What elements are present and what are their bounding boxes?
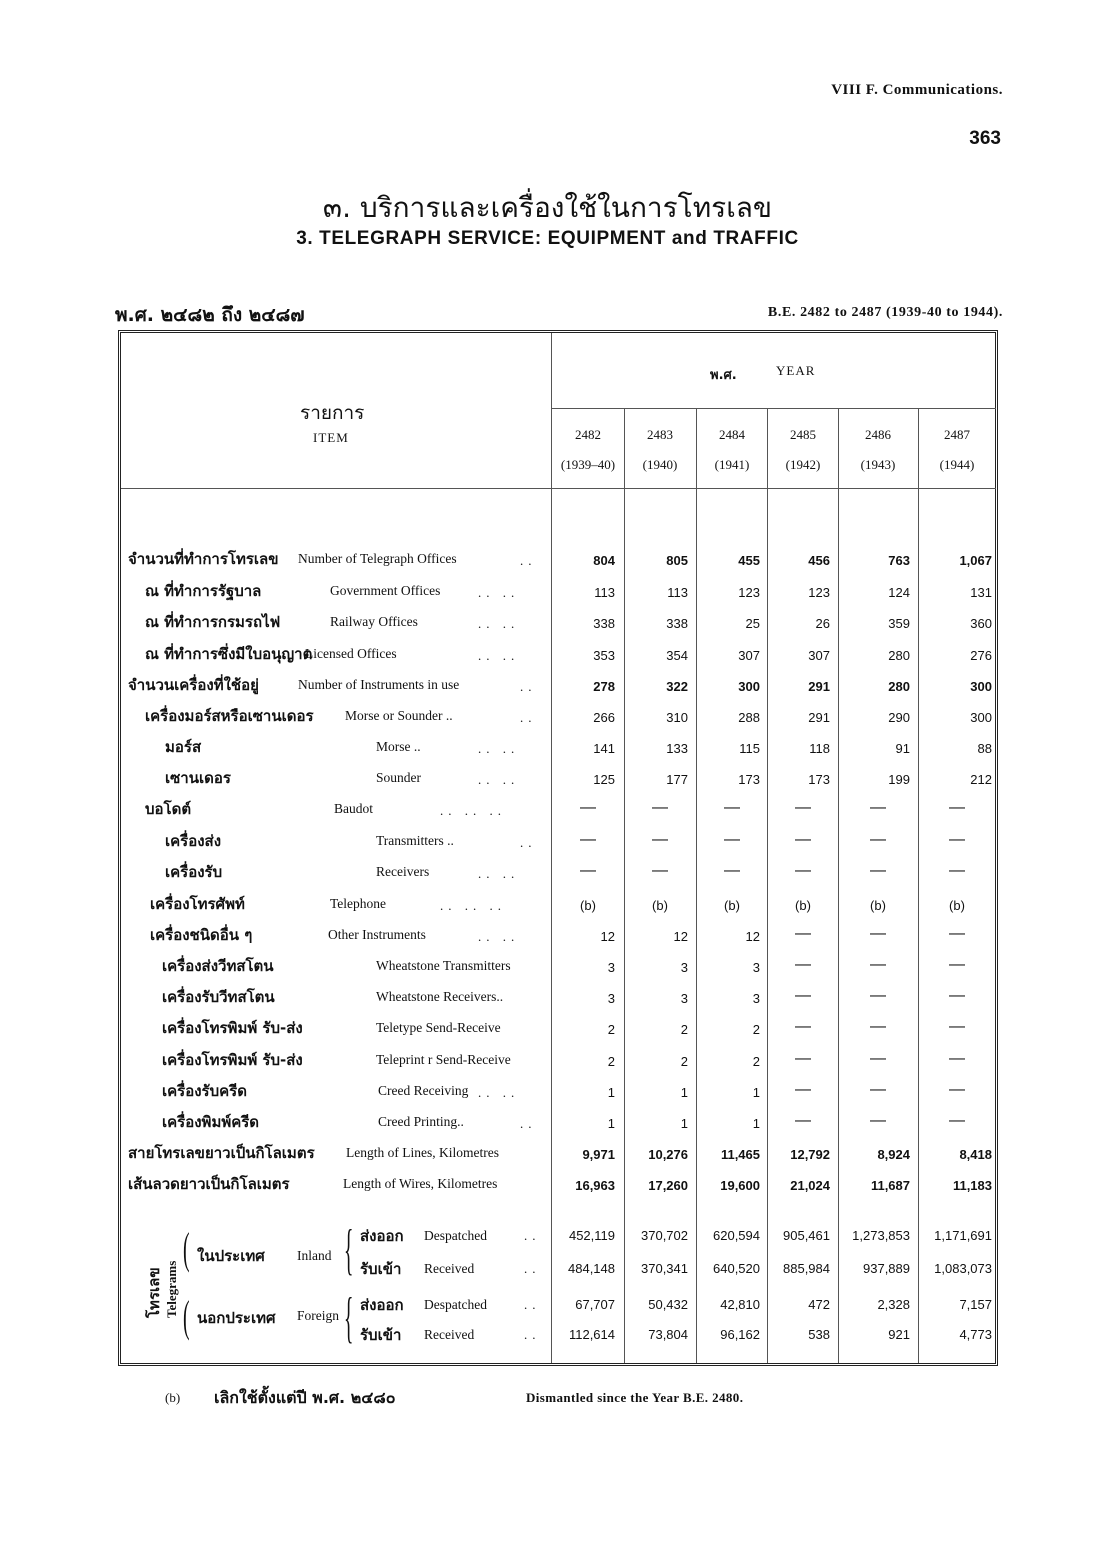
leader-dots: .. xyxy=(520,710,537,725)
table-cell: — xyxy=(949,1081,965,1098)
inland-brace: { xyxy=(344,1219,354,1281)
table-cell: — xyxy=(870,925,886,942)
table-cell: — xyxy=(870,956,886,973)
row-label-thai: เครื่องรับครีด xyxy=(162,1082,247,1100)
page-number: 363 xyxy=(969,128,1001,149)
row-label-thai: เครื่องโทรพิมพ์ รับ-ส่ง xyxy=(162,1019,303,1037)
table-cell: 1,171,691 xyxy=(934,1228,992,1243)
table-cell: 905,461 xyxy=(783,1228,830,1243)
telegram-row-thai: รับเข้า xyxy=(360,1260,402,1278)
row-label-thai: เครื่องชนิดอื่น ๆ xyxy=(150,926,253,944)
table-cell: 359 xyxy=(888,616,910,631)
table-cell: — xyxy=(795,831,811,848)
table-cell: 288 xyxy=(738,710,760,725)
year-header-be: 2487 xyxy=(944,427,970,442)
year-header-thai: พ.ศ. xyxy=(710,368,737,383)
table-cell: 307 xyxy=(808,648,830,663)
table-cell: 2 xyxy=(607,1022,615,1037)
table-cell: 3 xyxy=(752,991,760,1006)
table-cell: (b) xyxy=(949,898,965,913)
title-thai: ๓. บริการและเครื่องใช้ในการโทรเลข xyxy=(322,191,773,224)
table-cell: 7,157 xyxy=(959,1297,992,1312)
table-cell: — xyxy=(795,862,811,879)
leader-dots: .. .. xyxy=(478,772,520,787)
table-cell: 10,276 xyxy=(648,1147,688,1162)
table-cell: 124 xyxy=(888,585,910,600)
table-cell: 96,162 xyxy=(720,1327,760,1342)
row-label-thai: สายโทรเลขยาวเป็นกิโลเมตร xyxy=(128,1144,315,1162)
table-cell: 322 xyxy=(666,679,688,694)
table-cell: 118 xyxy=(809,741,830,756)
table-cell: 1 xyxy=(752,1116,760,1131)
table-cell: 212 xyxy=(970,772,992,787)
table-cell: 276 xyxy=(970,648,992,663)
table-cell: — xyxy=(870,1050,886,1067)
table-cell: (b) xyxy=(580,898,596,913)
row-label-thai: บอโดต์ xyxy=(145,800,192,818)
footnote-mark: (b) xyxy=(165,1390,181,1405)
leader-dots: .. .. xyxy=(478,585,520,600)
foreign-thai: นอกประเทศ xyxy=(197,1309,276,1327)
telegram-row-thai: รับเข้า xyxy=(360,1326,402,1344)
table-cell: 763 xyxy=(888,553,910,568)
table-cell: 2 xyxy=(680,1054,688,1069)
table-cell: — xyxy=(949,799,965,816)
row-label-english: Sounder xyxy=(376,770,421,785)
table-cell: 125 xyxy=(593,772,615,787)
item-header-english: ITEM xyxy=(313,430,349,445)
leader-dots: .. xyxy=(520,1116,537,1131)
year-header-ce: (1943) xyxy=(860,457,896,472)
table-cell: 291 xyxy=(808,679,830,694)
telegrams-inland-brace: ( xyxy=(183,1224,190,1273)
telegram-row-thai: ส่งออก xyxy=(360,1227,404,1245)
year-header-be: 2484 xyxy=(719,427,745,442)
leader-dots: .. .. xyxy=(478,616,520,631)
table-cell: 50,432 xyxy=(648,1297,688,1312)
table-cell: 112,614 xyxy=(568,1327,615,1342)
table-cell: 338 xyxy=(593,616,615,631)
leader-dots: .. xyxy=(524,1297,541,1312)
table-cell: 11,687 xyxy=(870,1178,910,1193)
telegrams-foreign-brace: ( xyxy=(183,1292,190,1341)
leader-dots: .. .. xyxy=(478,741,520,756)
row-label-english: Creed Printing.. xyxy=(378,1114,464,1129)
year-header-be: 2482 xyxy=(575,427,601,442)
table-cell: (b) xyxy=(652,898,668,913)
table-cell: — xyxy=(949,862,965,879)
telegrams-side-thai: โทรเลข xyxy=(145,1267,163,1318)
table-cell: 2 xyxy=(680,1022,688,1037)
row-label-thai: เครื่องพิมพ์ครีด xyxy=(162,1113,260,1131)
table-cell: — xyxy=(949,987,965,1004)
table-cell: 12 xyxy=(673,929,688,944)
table-cell: 885,984 xyxy=(783,1261,830,1276)
table-cell: 16,963 xyxy=(575,1178,615,1193)
table-cell: — xyxy=(870,987,886,1004)
period-english: B.E. 2482 to 2487 (1939-40 to 1944). xyxy=(767,305,1003,320)
table-cell: 113 xyxy=(667,585,688,600)
inland-english: Inland xyxy=(297,1248,332,1263)
table-cell: 21,024 xyxy=(790,1178,830,1193)
row-label-english: Wheatstone Transmitters xyxy=(376,958,511,973)
row-label-english: Number of Telegraph Offices xyxy=(298,551,457,566)
table-cell: — xyxy=(949,1112,965,1129)
row-label-thai: ณ ที่ทำการกรมรถไฟ xyxy=(145,613,281,631)
table-cell: 1,067 xyxy=(959,553,992,568)
row-label-english: Licensed Offices xyxy=(305,646,397,661)
row-label-english: Baudot xyxy=(334,801,373,816)
leader-dots: .. xyxy=(524,1261,541,1276)
table-cell: 1 xyxy=(607,1085,615,1100)
table-cell: 2 xyxy=(607,1054,615,1069)
row-label-english: Morse or Sounder .. xyxy=(345,708,453,723)
table-cell: 4,773 xyxy=(959,1327,992,1342)
row-label-english: Creed Receiving xyxy=(378,1083,469,1098)
footnote-thai: เลิกใช้ตั้งแต่ปี พ.ศ. ๒๔๘๐ xyxy=(214,1388,396,1407)
table-cell: (b) xyxy=(724,898,740,913)
table-cell: 123 xyxy=(738,585,760,600)
row-label-thai: เครื่องรับวีทสโตน xyxy=(162,988,275,1006)
table-cell: 9,971 xyxy=(582,1147,615,1162)
leader-dots: .. .. xyxy=(478,866,520,881)
table-cell: — xyxy=(795,987,811,1004)
table-cell: 11,465 xyxy=(720,1147,760,1162)
table-cell: 177 xyxy=(666,772,688,787)
table-cell: — xyxy=(580,831,596,848)
table-cell: 640,520 xyxy=(713,1261,760,1276)
row-label-english: Other Instruments xyxy=(328,927,426,942)
table-cell: 921 xyxy=(888,1327,910,1342)
table-cell: — xyxy=(795,1018,811,1035)
leader-dots: .. xyxy=(520,553,537,568)
table-cell: 472 xyxy=(808,1297,830,1312)
table-cell: 3 xyxy=(680,960,688,975)
table-cell: — xyxy=(795,1050,811,1067)
table-cell: 8,418 xyxy=(959,1147,992,1162)
table-cell: — xyxy=(652,799,668,816)
table-cell: 300 xyxy=(970,710,992,725)
row-label-english: Telephone xyxy=(330,896,387,911)
row-label-english: Teletype Send-Receive xyxy=(376,1020,501,1035)
table-cell: 12,792 xyxy=(790,1147,830,1162)
table-cell: 291 xyxy=(808,710,830,725)
row-label-thai: มอร์ส xyxy=(165,738,202,756)
row-label-thai: เครื่องส่งวีทสโตน xyxy=(162,957,274,975)
table-cell: 12 xyxy=(745,929,760,944)
table-cell: 141 xyxy=(593,741,615,756)
table-cell: 484,148 xyxy=(568,1261,615,1276)
leader-dots: .. .. xyxy=(478,1085,520,1100)
table-cell: 25 xyxy=(745,616,760,631)
year-header-be: 2483 xyxy=(647,427,673,442)
row-label-thai: ณ ที่ทำการซึ่งมีใบอนุญาต xyxy=(145,645,313,663)
table-cell: (b) xyxy=(870,898,886,913)
foreign-english: Foreign xyxy=(297,1308,339,1323)
table-cell: 123 xyxy=(808,585,830,600)
row-label-english: Length of Wires, Kilometres xyxy=(343,1176,498,1191)
table-cell: 452,119 xyxy=(568,1228,615,1243)
table-cell: 26 xyxy=(815,616,830,631)
row-label-thai: เครื่องโทรพิมพ์ รับ-ส่ง xyxy=(162,1051,303,1069)
table-cell: — xyxy=(949,1018,965,1035)
table-cell: 2,328 xyxy=(877,1297,910,1312)
table-cell: 173 xyxy=(808,772,830,787)
table-cell: 280 xyxy=(888,679,910,694)
table-cell: 360 xyxy=(970,616,992,631)
table-cell: 131 xyxy=(970,585,992,600)
table-cell: 278 xyxy=(593,679,615,694)
table-cell: — xyxy=(652,831,668,848)
table-cell: 133 xyxy=(666,741,688,756)
table-cell: (b) xyxy=(795,898,811,913)
table-cell: 310 xyxy=(666,710,688,725)
row-label-english: Length of Lines, Kilometres xyxy=(346,1145,499,1160)
year-header-ce: (1939–40) xyxy=(560,457,616,472)
header-bottom-rule xyxy=(121,488,996,489)
table-cell: 12 xyxy=(600,929,615,944)
table-cell: 937,889 xyxy=(863,1261,910,1276)
row-label-thai: จำนวนเครื่องที่ใช้อยู่ xyxy=(128,676,259,694)
table-cell: — xyxy=(949,925,965,942)
table-cell: 1,273,853 xyxy=(852,1228,910,1243)
table-cell: 91 xyxy=(895,741,910,756)
table-cell: 42,810 xyxy=(720,1297,760,1312)
leader-dots: .. xyxy=(524,1327,541,1342)
row-label-thai: ณ ที่ทำการรัฐบาล xyxy=(145,582,262,600)
table-cell: — xyxy=(795,1081,811,1098)
row-label-english: Teleprint r Send-Receive xyxy=(376,1052,511,1067)
table-cell: 1 xyxy=(752,1085,760,1100)
year-header-be: 2485 xyxy=(790,427,816,442)
table-cell: 3 xyxy=(607,960,615,975)
table-cell: 1 xyxy=(607,1116,615,1131)
row-label-english: Morse .. xyxy=(376,739,421,754)
telegram-row-thai: ส่งออก xyxy=(360,1296,404,1314)
table-cell: — xyxy=(870,1081,886,1098)
inland-thai: ในประเทศ xyxy=(197,1247,265,1265)
row-label-english: Government Offices xyxy=(330,583,441,598)
table-cell: — xyxy=(724,799,740,816)
table-cell: 113 xyxy=(594,585,615,600)
year-header-english: YEAR xyxy=(776,363,816,378)
table-cell: 538 xyxy=(808,1327,830,1342)
table-cell: 290 xyxy=(888,710,910,725)
table-cell: — xyxy=(870,1112,886,1129)
footnote-english: Dismantled since the Year B.E. 2480. xyxy=(526,1390,744,1405)
row-label-thai: เส้นลวดยาวเป็นกิโลเมตร xyxy=(128,1175,290,1193)
table-cell: 1,083,073 xyxy=(934,1261,992,1276)
table-cell: 2 xyxy=(752,1054,760,1069)
table-cell: 370,702 xyxy=(641,1228,688,1243)
table-cell: — xyxy=(949,1050,965,1067)
column-divider xyxy=(624,408,625,1363)
item-column-divider xyxy=(551,333,552,1363)
table-cell: — xyxy=(795,925,811,942)
table-cell: — xyxy=(870,1018,886,1035)
table-cell: 19,600 xyxy=(720,1178,760,1193)
telegram-row-english: Received xyxy=(424,1261,475,1276)
table-cell: 1 xyxy=(680,1085,688,1100)
table-cell: 3 xyxy=(680,991,688,1006)
table-cell: 3 xyxy=(607,991,615,1006)
telegram-row-english: Despatched xyxy=(424,1297,487,1312)
row-label-thai: จำนวนที่ทำการโทรเลข xyxy=(128,550,279,568)
row-label-thai: เครื่องโทรศัพท์ xyxy=(150,895,245,913)
table-cell: — xyxy=(724,831,740,848)
table-cell: — xyxy=(795,1112,811,1129)
item-header-thai: รายการ xyxy=(300,402,365,424)
leader-dots: .. .. xyxy=(478,929,520,944)
table-cell: — xyxy=(652,862,668,879)
leader-dots: .. xyxy=(524,1228,541,1243)
row-label-english: Receivers xyxy=(376,864,430,879)
telegram-row-english: Received xyxy=(424,1327,475,1342)
column-divider xyxy=(767,408,768,1363)
year-header-ce: (1944) xyxy=(939,457,975,472)
row-label-thai: เครื่องมอร์สหรือเซานเดอร xyxy=(145,707,314,725)
table-cell: 307 xyxy=(738,648,760,663)
column-divider xyxy=(838,408,839,1363)
table-cell: — xyxy=(580,799,596,816)
leader-dots: .. .. .. xyxy=(440,803,506,818)
table-cell: 1 xyxy=(680,1116,688,1131)
table-cell: — xyxy=(870,862,886,879)
leader-dots: .. .. .. xyxy=(440,898,506,913)
table-cell: 115 xyxy=(739,741,760,756)
foreign-brace: { xyxy=(344,1287,354,1349)
row-label-english: Wheatstone Receivers.. xyxy=(376,989,504,1004)
table-cell: — xyxy=(949,956,965,973)
column-divider xyxy=(696,408,697,1363)
table-cell: 73,804 xyxy=(648,1327,688,1342)
year-header-ce: (1941) xyxy=(714,457,750,472)
table-cell: 370,341 xyxy=(641,1261,688,1276)
telegrams-side-english: Telegrams xyxy=(164,1260,179,1318)
table-cell: — xyxy=(870,831,886,848)
table-cell: 804 xyxy=(593,553,615,568)
table-cell: 354 xyxy=(666,648,688,663)
section-header: VIII F. Communications. xyxy=(831,82,1003,98)
table-cell: 266 xyxy=(593,710,615,725)
table-cell: — xyxy=(724,862,740,879)
table-cell: 620,594 xyxy=(713,1228,760,1243)
leader-dots: .. .. xyxy=(478,648,520,663)
table-cell: 805 xyxy=(666,553,688,568)
table-cell: — xyxy=(949,831,965,848)
title-english: 3. TELEGRAPH SERVICE: EQUIPMENT and TRAFFIC xyxy=(296,228,799,249)
telegram-row-english: Despatched xyxy=(424,1228,487,1243)
row-label-english: Railway Offices xyxy=(330,614,418,629)
table-cell: 11,183 xyxy=(952,1178,992,1193)
table-cell: 17,260 xyxy=(648,1178,688,1193)
table-cell: — xyxy=(795,799,811,816)
year-header-rule xyxy=(551,408,996,409)
row-label-thai: เครื่องส่ง xyxy=(165,832,222,850)
table-cell: 3 xyxy=(752,960,760,975)
leader-dots: .. xyxy=(520,679,537,694)
row-label-english: Number of Instruments in use xyxy=(298,677,460,692)
leader-dots: .. xyxy=(520,835,537,850)
table-cell: — xyxy=(870,799,886,816)
table-cell: — xyxy=(795,956,811,973)
year-header-ce: (1940) xyxy=(642,457,678,472)
table-cell: 456 xyxy=(808,553,830,568)
table-cell: 173 xyxy=(738,772,760,787)
table-cell: 300 xyxy=(738,679,760,694)
row-label-thai: เครื่องรับ xyxy=(165,863,223,881)
row-label-thai: เซานเดอร xyxy=(165,769,231,787)
row-label-english: Transmitters .. xyxy=(376,833,454,848)
table-cell: 338 xyxy=(666,616,688,631)
table-cell: 88 xyxy=(977,741,992,756)
table-cell: — xyxy=(580,862,596,879)
table-cell: 300 xyxy=(970,679,992,694)
column-divider xyxy=(918,408,919,1363)
year-header-ce: (1942) xyxy=(785,457,821,472)
table-cell: 199 xyxy=(888,772,910,787)
table-cell: 280 xyxy=(888,648,910,663)
table-cell: 455 xyxy=(738,553,760,568)
period-thai: พ.ศ. ๒๔๘๒ ถึง ๒๔๘๗ xyxy=(115,304,305,326)
year-header-be: 2486 xyxy=(865,427,891,442)
table-cell: 353 xyxy=(593,648,615,663)
table-cell: 67,707 xyxy=(575,1297,615,1312)
table-cell: 8,924 xyxy=(877,1147,910,1162)
table-cell: 2 xyxy=(752,1022,760,1037)
